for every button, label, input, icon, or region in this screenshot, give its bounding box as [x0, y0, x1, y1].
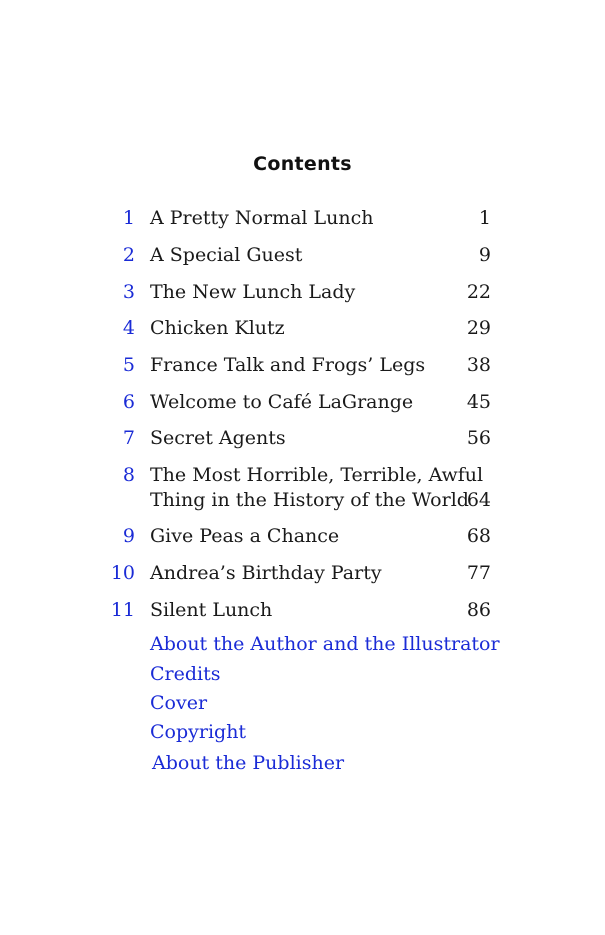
- page-number: 86: [466, 599, 491, 621]
- page-number: 56: [466, 427, 491, 449]
- cover-link[interactable]: Cover: [150, 692, 208, 714]
- chapter-number-link[interactable]: 5: [122, 354, 135, 376]
- chapter-number-link[interactable]: 9: [122, 525, 135, 547]
- chapter-number-link[interactable]: 3: [122, 281, 135, 303]
- chapter-number-link[interactable]: 11: [110, 599, 135, 621]
- chapter-number-link[interactable]: 6: [122, 391, 135, 413]
- chapter-number-link[interactable]: 2: [122, 244, 135, 266]
- chapter-number-link[interactable]: 10: [110, 562, 135, 584]
- credits-link[interactable]: Credits: [150, 663, 221, 685]
- chapter-title: France Talk and Frogs’ Legs: [150, 354, 426, 376]
- page-number: 45: [466, 391, 491, 413]
- page-number: 9: [478, 244, 491, 266]
- chapter-title: A Special Guest: [150, 244, 303, 266]
- page-number: 77: [466, 562, 491, 584]
- page-number: 29: [466, 317, 491, 339]
- chapter-title-line-2: Thing in the History of the World: [150, 489, 469, 511]
- chapter-title: Give Peas a Chance: [150, 525, 340, 547]
- chapter-number-link[interactable]: 4: [122, 317, 135, 339]
- chapter-number-link[interactable]: 8: [122, 464, 135, 486]
- chapter-title: Welcome to Café LaGrange: [150, 391, 414, 413]
- chapter-title: Silent Lunch: [150, 599, 273, 621]
- about-publisher-link[interactable]: About the Publisher: [152, 752, 345, 774]
- copyright-link[interactable]: Copyright: [150, 721, 247, 743]
- about-author-illustrator-link[interactable]: About the Author and the Illustrator: [150, 633, 500, 655]
- chapter-title: Chicken Klutz: [150, 317, 285, 339]
- page-number: 68: [466, 525, 491, 547]
- chapter-title-line-1: The Most Horrible, Terrible, Awful: [150, 464, 484, 486]
- chapter-title: The New Lunch Lady: [150, 281, 356, 303]
- page-number: 64: [466, 489, 491, 511]
- chapter-number-link[interactable]: 1: [122, 207, 135, 229]
- page-number: 1: [478, 207, 491, 229]
- page-number: 38: [466, 354, 491, 376]
- contents-heading: Contents: [253, 153, 352, 175]
- chapter-number-link[interactable]: 7: [122, 427, 135, 449]
- page-number: 22: [466, 281, 491, 303]
- chapter-title: A Pretty Normal Lunch: [150, 207, 374, 229]
- chapter-title: Secret Agents: [150, 427, 286, 449]
- chapter-title: Andrea’s Birthday Party: [150, 562, 382, 584]
